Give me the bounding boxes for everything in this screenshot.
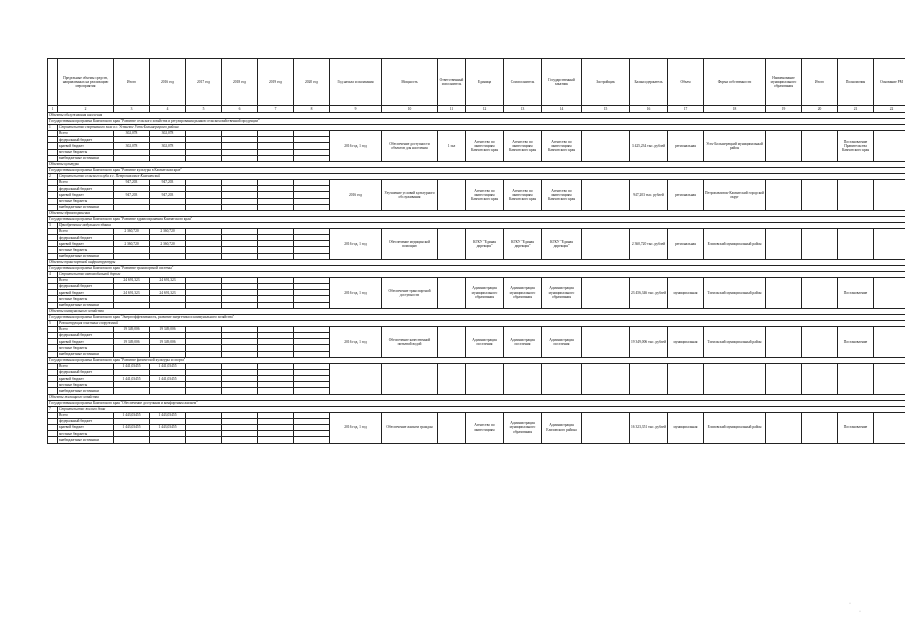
row-label: краевой бюджет (58, 192, 114, 198)
purpose-cell: Улучшение условий культурного обслуживания (382, 179, 438, 210)
builder-cell: Агентство по инвестициям Камчатского края (542, 131, 582, 162)
ownership-cell: региональная (668, 228, 704, 259)
row-label: местные бюджеты (58, 345, 114, 351)
row-label: внебюджетные источники (58, 302, 114, 308)
margin-mark: · (849, 601, 851, 607)
row-2016: 2 360,720 (150, 241, 186, 247)
row-2016: 947,203 (150, 179, 186, 185)
row-total (114, 437, 150, 443)
object-title: Строительство автомобильной дороги (58, 271, 905, 277)
purpose-cell: Обеспечение транспортной доступности (382, 277, 438, 308)
row-total: 2 360,720 (114, 241, 150, 247)
purpose-cell: Обеспечение доступности объектов для населения (382, 131, 438, 162)
x3-cell (874, 228, 905, 259)
header-cell: 2019 год (258, 59, 294, 106)
x3-cell (874, 179, 905, 210)
column-number: 8 (294, 106, 330, 113)
cost-cell: 3 425,234 тыс. рублей (630, 131, 668, 162)
row-label: внебюджетные источники (58, 351, 114, 357)
program-title: Государственная программа Камчатского края "Развитие сельского хозяйства и регулирования рынков сельскохозяйственной продукции" (48, 119, 905, 125)
x3-cell (874, 277, 905, 308)
x1-cell (766, 131, 802, 162)
customer-cell: Администрация поселения (504, 326, 542, 357)
basis-cell (838, 363, 874, 394)
header-cell: Полномочия (838, 59, 874, 106)
column-number: 9 (330, 106, 382, 113)
executor-cell: Администрация муниципального образования (466, 277, 504, 308)
purpose-cell: Обеспечение жильем граждан (382, 412, 438, 443)
object-index: 7 (48, 406, 58, 412)
builder-cell: Администрация Елизовского района (542, 412, 582, 443)
program-title: Государственная программа Камчатского края "Развитие культуры в Камчатском крае" (48, 167, 905, 173)
header-cell: Итого (802, 59, 838, 106)
row-label: местные бюджеты (58, 149, 114, 155)
mo-cell: Тигильский муниципальный район (704, 326, 766, 357)
object-index: 2 (48, 173, 58, 179)
capacity-cell: 1 зал (438, 131, 466, 162)
row-2016 (150, 437, 186, 443)
row-label: Всего (58, 131, 114, 137)
row-empty-year (294, 437, 330, 443)
cost-cell: 16 323,351 тыс. рублей (630, 412, 668, 443)
object-title: Приобретение модульного здания (58, 222, 905, 228)
customer-cell (504, 363, 542, 394)
header-cell-index (48, 59, 58, 106)
x3-cell (874, 363, 905, 394)
capacity-cell (438, 228, 466, 259)
row-label: федеральный бюджет (58, 369, 114, 375)
header-cell: Единица (466, 59, 504, 106)
executor-cell: Агентство по инвестициям (466, 412, 504, 443)
header-cell: Мощность (382, 59, 438, 106)
x2-cell (802, 326, 838, 357)
row-index (48, 437, 58, 443)
executor-cell (466, 363, 504, 394)
capacity-cell (438, 277, 466, 308)
capacity-cell (438, 412, 466, 443)
row-label: Всего (58, 179, 114, 185)
header-cell: Государственный заказчик (542, 59, 582, 106)
row-total: 24 691,323 (114, 290, 150, 296)
builder2-cell (582, 179, 630, 210)
row-label: внебюджетные источники (58, 437, 114, 443)
purpose-cell: Обеспечение медицинской помощью (382, 228, 438, 259)
ownership-cell: региональная (668, 131, 704, 162)
program-title: Государственная программа Камчатского края "Развитие физической культуры и спорта" (48, 357, 905, 363)
row-label: краевой бюджет (58, 143, 114, 149)
column-number: 4 (150, 106, 186, 113)
x2-cell (802, 277, 838, 308)
header-cell: Объем (668, 59, 704, 106)
builder2-cell (582, 228, 630, 259)
cost-cell: 19 349,006 тыс. рублей (630, 326, 668, 357)
row-total: 24 691,323 (114, 277, 150, 283)
row-label: краевой бюджет (58, 290, 114, 296)
builder2-cell (582, 326, 630, 357)
x3-cell (874, 326, 905, 357)
row-label: федеральный бюджет (58, 235, 114, 241)
row-total: 302,078 (114, 131, 150, 137)
mo-cell: Тигильский муниципальный район (704, 277, 766, 308)
header-cell: 2017 год (186, 59, 222, 106)
column-number: 6 (222, 106, 258, 113)
column-number: 15 (582, 106, 630, 113)
column-number: 19 (766, 106, 802, 113)
object-index: 3 (48, 222, 58, 228)
column-number: 5 (186, 106, 222, 113)
x1-cell (766, 179, 802, 210)
object-title: Реконструкция очистных сооружений (58, 320, 905, 326)
builder-cell (542, 363, 582, 394)
row-label: краевой бюджет (58, 376, 114, 382)
basis-cell: Постановление Правительства Камчатского края (838, 131, 874, 162)
row-label: внебюджетные источники (58, 388, 114, 394)
program-title: Государственная программа Камчатского края "Развитие здравоохранения Камчатского края" (48, 216, 905, 222)
x3-cell (874, 131, 905, 162)
row-2016: 947,203 (150, 192, 186, 198)
header-cell: 2016 год (150, 59, 186, 106)
column-number: 10 (382, 106, 438, 113)
column-number: 1 (48, 106, 58, 113)
builder2-cell (582, 363, 630, 394)
mo-cell: Усть-Большерецкий муниципальный район (704, 131, 766, 162)
row-2016: 302,078 (150, 143, 186, 149)
investment-table (47, 58, 905, 444)
section-title: Объекты обслуживания населения (48, 113, 905, 119)
builder2-cell (582, 277, 630, 308)
program-title: Государственная программа Камчатского края "Энергоэффективность, развитие энергетики и коммунального хозяйства" (48, 314, 905, 320)
builder-cell: Агентство по инвестициям Камчатского края (542, 179, 582, 210)
header-cell: Ответственный исполнитель (438, 59, 466, 106)
x2-cell (802, 131, 838, 162)
row-total: 1 441,03455 (114, 363, 150, 369)
ownership-cell: муниципальная (668, 326, 704, 357)
row-total: 2 360,720 (114, 228, 150, 234)
column-number: 17 (668, 106, 704, 113)
column-number: 22 (874, 106, 905, 113)
x2-cell (802, 363, 838, 394)
cost-cell (630, 363, 668, 394)
row-2016: 302,078 (150, 131, 186, 137)
row-label: федеральный бюджет (58, 332, 114, 338)
builder-cell: Администрация поселения (542, 326, 582, 357)
row-total: 19 349,006 (114, 339, 150, 345)
capacity-cell (438, 326, 466, 357)
customer-cell: Агентство по инвестициям Камчатского края (504, 131, 542, 162)
row-2016: 2 360,720 (150, 228, 186, 234)
x1-cell (766, 277, 802, 308)
section-title: Объекты коммунального хозяйства (48, 308, 905, 314)
row-label: внебюджетные источники (58, 155, 114, 161)
mo-cell (704, 363, 766, 394)
term-cell: 2016 год, 1 год (330, 326, 382, 357)
row-total: 1 443,03455 (114, 412, 150, 418)
row-label: Всего (58, 363, 114, 369)
row-label: внебюджетные источники (58, 204, 114, 210)
cost-cell: 2 360,720 тыс. рублей (630, 228, 668, 259)
x2-cell (802, 412, 838, 443)
cost-cell: 947,203 тыс. рублей (630, 179, 668, 210)
column-number: 12 (466, 106, 504, 113)
row-total: 302,078 (114, 143, 150, 149)
term-cell: 2016 год, 1 год (330, 277, 382, 308)
section-title: Объекты транспортной инфраструктуры (48, 259, 905, 265)
capacity-cell (438, 363, 466, 394)
builder-cell: КГКУ "Единая дирекция" (542, 228, 582, 259)
customer-cell: Агентство по инвестициям Камчатского края (504, 179, 542, 210)
customer-cell: Администрация муниципального образования (504, 412, 542, 443)
builder2-cell (582, 131, 630, 162)
basis-cell (838, 228, 874, 259)
builder2-cell (582, 412, 630, 443)
x2-cell (802, 179, 838, 210)
row-label: федеральный бюджет (58, 418, 114, 424)
row-empty-year (258, 437, 294, 443)
row-label: местные бюджеты (58, 296, 114, 302)
basis-cell: Постановление (838, 326, 874, 357)
column-number: 3 (114, 106, 150, 113)
row-empty-year (222, 437, 258, 443)
header-cell: Соисполнитель (504, 59, 542, 106)
ownership-cell: региональная (668, 179, 704, 210)
basis-cell: Постановление (838, 412, 874, 443)
column-number: 13 (504, 106, 542, 113)
section-title: Объекты здравоохранения (48, 210, 905, 216)
row-2016: 19 349,006 (150, 326, 186, 332)
section-title: Объекты культуры (48, 161, 905, 167)
header-cell: 2018 год (222, 59, 258, 106)
builder-cell: Администрация муниципального образования (542, 277, 582, 308)
ownership-cell: муниципальная (668, 277, 704, 308)
column-number: 18 (704, 106, 766, 113)
row-label: федеральный бюджет (58, 284, 114, 290)
row-label: местные бюджеты (58, 198, 114, 204)
row-label: Всего (58, 228, 114, 234)
program-title: Государственная программа Камчатского края "Обеспечение доступным и комфортным жильем" (48, 400, 905, 406)
column-number: 21 (838, 106, 874, 113)
executor-cell: Администрация поселения (466, 326, 504, 357)
mo-cell: Елизовский муниципальный район (704, 412, 766, 443)
header-cell: Форма собственности (704, 59, 766, 106)
section-title: Объекты жилищного хозяйства (48, 394, 905, 400)
row-2016: 1 443,03455 (150, 425, 186, 431)
row-label: краевой бюджет (58, 339, 114, 345)
purpose-cell: Обеспечение качественной питьевой водой (382, 326, 438, 357)
term-cell (330, 363, 382, 394)
header-cell: Наименование муниципального образования (766, 59, 802, 106)
row-label: Всего (58, 412, 114, 418)
basis-cell: Постановление (838, 277, 874, 308)
row-label: краевой бюджет (58, 241, 114, 247)
column-number: 2 (58, 106, 114, 113)
header-cell: Итого (114, 59, 150, 106)
header-cell: Год начала и окончания (330, 59, 382, 106)
basis-cell (838, 179, 874, 210)
header-cell: Предельные объемы средств, направленных на реализацию мероприятия (58, 59, 114, 106)
ownership-cell: муниципальная (668, 412, 704, 443)
object-title: Строительство спортивного зала в с. Устьевое Усть-Большерецкого района (58, 125, 905, 131)
row-label: федеральный бюджет (58, 137, 114, 143)
column-number: 16 (630, 106, 668, 113)
mo-cell: Елизовский муниципальный район (704, 228, 766, 259)
object-index: 5 (48, 320, 58, 326)
column-number-row (48, 106, 905, 113)
cost-cell: 23 456,346 тыс. рублей (630, 277, 668, 308)
row-label: внебюджетные источники (58, 253, 114, 259)
row-label: местные бюджеты (58, 431, 114, 437)
object-index: 1 (48, 125, 58, 131)
object-title: Строительство сельского клуба в с. Петропавловск-Камчатский (58, 173, 905, 179)
x2-cell (802, 228, 838, 259)
column-number: 11 (438, 106, 466, 113)
row-total: 947,203 (114, 179, 150, 185)
column-number: 20 (802, 106, 838, 113)
customer-cell: КГКУ "Единая дирекция" (504, 228, 542, 259)
x1-cell (766, 326, 802, 357)
row-label: местные бюджеты (58, 382, 114, 388)
row-label: Всего (58, 326, 114, 332)
header-cell: Основание РМ (874, 59, 905, 106)
header-cell: Балансодержатель (630, 59, 668, 106)
column-number: 14 (542, 106, 582, 113)
row-2016: 19 349,006 (150, 339, 186, 345)
row-total: 947,203 (114, 192, 150, 198)
column-number: 7 (258, 106, 294, 113)
customer-cell: Администрация муниципального образования (504, 277, 542, 308)
term-cell: 2016 год, 1 год (330, 131, 382, 162)
ownership-cell (668, 363, 704, 394)
row-label: местные бюджеты (58, 247, 114, 253)
row-total: 19 349,006 (114, 326, 150, 332)
term-cell: 2016 год, 1 год (330, 412, 382, 443)
x1-cell (766, 363, 802, 394)
executor-cell: Агентство по инвестициям Камчатского края (466, 179, 504, 210)
row-2016: 24 691,323 (150, 277, 186, 283)
term-cell: 2016 год, 1 год (330, 228, 382, 259)
x1-cell (766, 228, 802, 259)
x3-cell (874, 412, 905, 443)
term-cell: 2016 год (330, 179, 382, 210)
row-total: 1 441,03455 (114, 376, 150, 382)
row-empty-year (186, 437, 222, 443)
executor-cell: Агентство по инвестициям Камчатского края (466, 131, 504, 162)
row-label: краевой бюджет (58, 425, 114, 431)
mo-cell: Петропавловск-Камчатский городской округ (704, 179, 766, 210)
header-cell: Застройщик (582, 59, 630, 106)
x1-cell (766, 412, 802, 443)
capacity-cell (438, 179, 466, 210)
row-2016: 1 441,03455 (150, 363, 186, 369)
program-title: Государственная программа Камчатского края "Развитие транспортной системы" (48, 265, 905, 271)
row-total: 1 443,03455 (114, 425, 150, 431)
margin-mark: · (859, 609, 861, 615)
table-header-row (48, 59, 905, 106)
header-cell: 2020 год (294, 59, 330, 106)
object-title: Строительство жилого дома (58, 406, 905, 412)
executor-cell: КГКУ "Единая дирекция" (466, 228, 504, 259)
row-label: федеральный бюджет (58, 186, 114, 192)
row-label: Всего (58, 277, 114, 283)
row-2016: 24 691,323 (150, 290, 186, 296)
row-2016: 1 443,03455 (150, 412, 186, 418)
purpose-cell (382, 363, 438, 394)
row-2016: 1 441,03455 (150, 376, 186, 382)
object-index: 4 (48, 271, 58, 277)
